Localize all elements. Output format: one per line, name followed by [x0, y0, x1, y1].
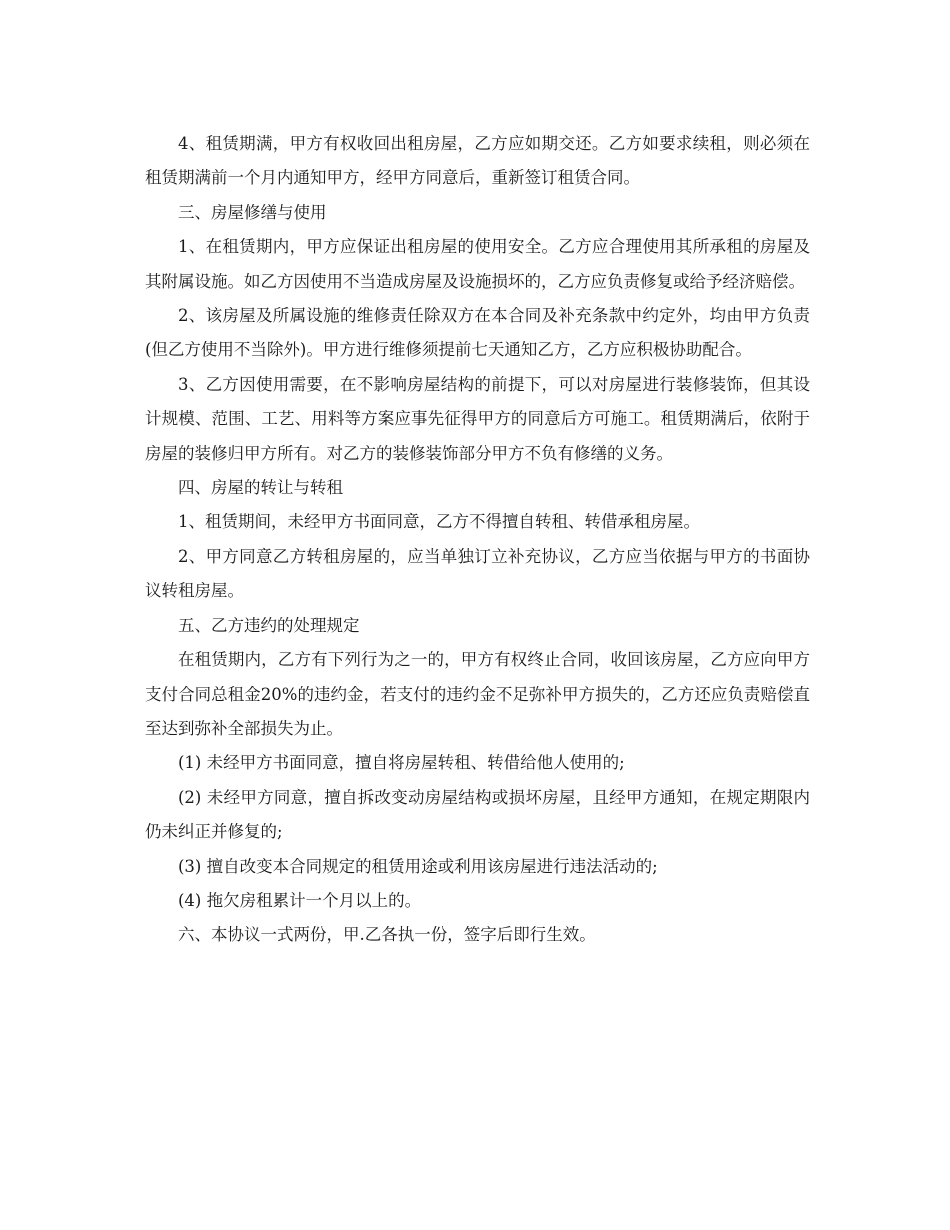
paragraph-transfer-clause-2: 2、甲方同意乙方转租房屋的，应当单独订立补充协议，乙方应当依据与甲方的书面协议转租房屋。 [145, 546, 810, 601]
section-heading-effectiveness: 六、本协议一式两份，甲.乙各执一份，签字后即行生效。 [178, 925, 596, 945]
paragraph-breach-item-3: (3) 擅自改变本合同规定的租赁用途或利用该房屋进行违法活动的; [178, 856, 658, 876]
paragraph-breach-intro: 在租赁期内，乙方有下列行为之一的，甲方有权终止合同，收回该房屋，乙方应向甲方支付合同总租金20%的违约金，若支付的违约金不足弥补甲方损失的，乙方还应负责赔偿直至达到弥补全部损失为止。 [145, 650, 810, 738]
section-heading-repair-and-use: 三、房屋修缮与使用 [178, 202, 327, 222]
section-heading-breach-handling: 五、乙方违约的处理规定 [178, 615, 360, 635]
paragraph-breach-item-2: (2) 未经甲方同意，擅自拆改变动房屋结构或损坏房屋，且经甲方通知，在规定期限内仍未纠正并修复的; [145, 787, 810, 842]
paragraph-transfer-clause-1: 1、租赁期间，未经甲方书面同意，乙方不得擅自转租、转借承租房屋。 [178, 512, 700, 532]
section-heading-transfer-and-sublease: 四、房屋的转让与转租 [178, 478, 343, 498]
paragraph-repair-clause-2: 2、该房屋及所属设施的维修责任除双方在本合同及补充条款中约定外，均由甲方负责(但乙方使用不当除外)。甲方进行维修须提前七天通知乙方，乙方应积极协助配合。 [145, 306, 810, 360]
paragraph-clause-4-lease-expiry: 4、租赁期满，甲方有权收回出租房屋，乙方应如期交还。乙方如要求续租，则必须在租赁期满前一个月内通知甲方，经甲方同意后，重新签订租赁合同。 [145, 134, 810, 188]
paragraph-repair-clause-1: 1、在租赁期内，甲方应保证出租房屋的使用安全。乙方应合理使用其所承租的房屋及其附属设施。如乙方因使用不当造成房屋及设施损坏的，乙方应负责修复或给予经济赔偿。 [145, 237, 810, 291]
paragraph-breach-item-1: (1) 未经甲方书面同意，擅自将房屋转租、转借给他人使用的; [178, 753, 625, 773]
paragraph-breach-item-4: (4) 拖欠房租累计一个月以上的。 [178, 890, 422, 910]
document-body [145, 127, 810, 953]
paragraph-repair-clause-3: 3、乙方因使用需要，在不影响房屋结构的前提下，可以对房屋进行装修装饰，但其设计规模、范围、工艺、用料等方案应事先征得甲方的同意后方可施工。租赁期满后，依附于房屋的装修归甲方所有。对乙方的装修装饰部分甲方不负有修缮的义务。 [145, 374, 810, 463]
